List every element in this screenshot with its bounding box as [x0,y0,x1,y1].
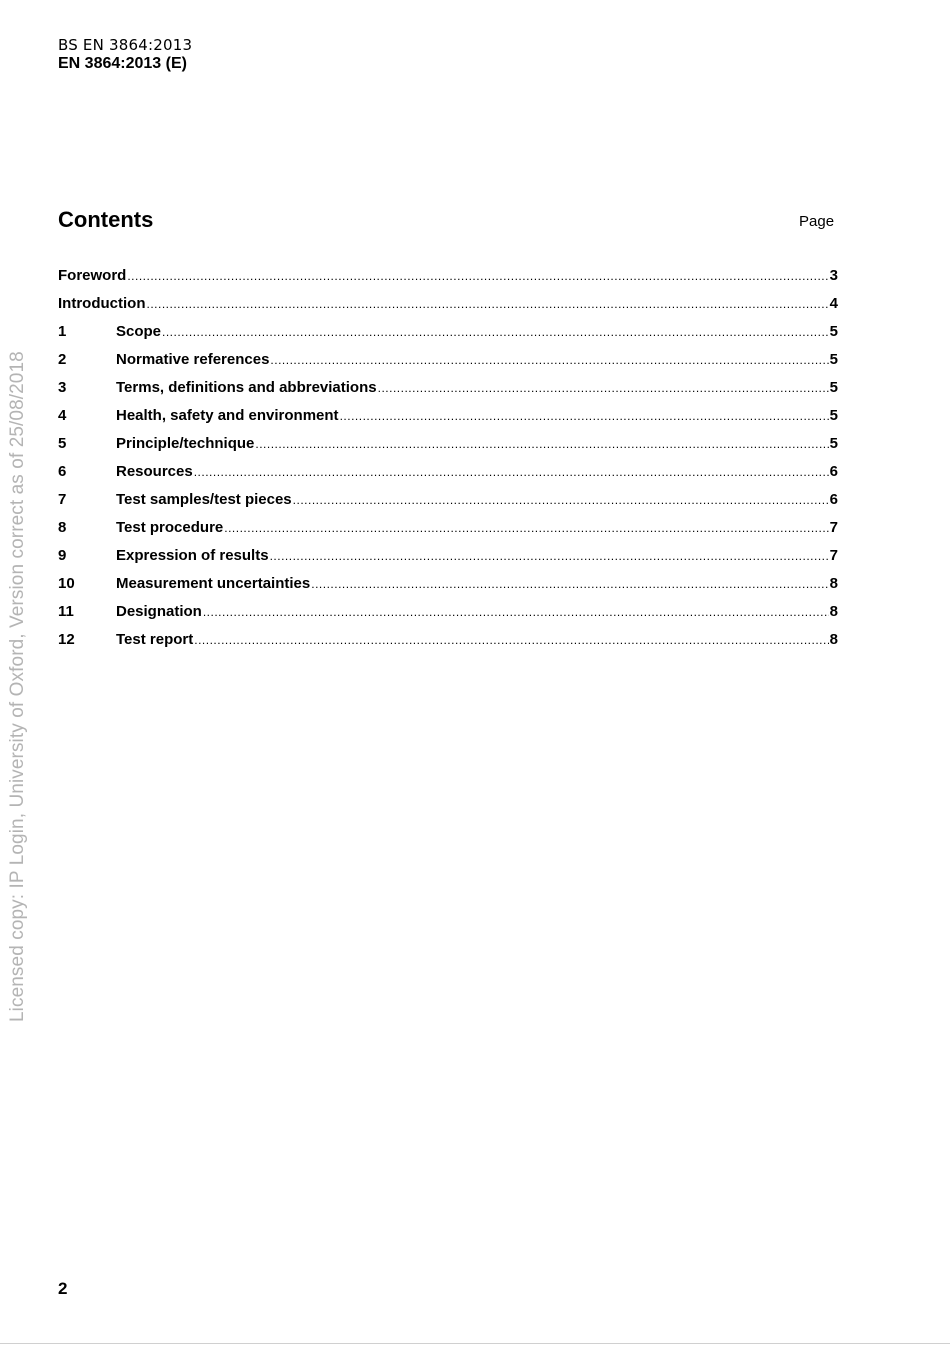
toc-entry-resources[interactable] [58,460,838,488]
toc-leader-dots [224,516,828,540]
standard-bs-number: BS EN 3864:2013 [58,36,193,54]
toc-entry-title: Scope [116,323,162,340]
toc-entry-title: Designation [116,603,202,620]
toc-entry-page: 6 [829,463,838,480]
page-number: 2 [58,1279,68,1298]
page-column-label: Page [799,213,835,230]
toc-entry-scope[interactable] [58,320,838,348]
toc-entry-page: 5 [829,351,838,368]
toc-leader-dots [146,292,828,316]
toc-entry-title: Test report [116,631,194,648]
toc-entry-title: Test procedure [116,519,224,536]
toc-entry-page: 5 [829,435,838,452]
toc-leader-dots [194,460,829,484]
toc-entry-number: 6 [58,463,67,480]
toc-entry-measurement-uncertainties[interactable] [58,572,838,600]
toc-leader-dots [340,404,829,428]
table-of-contents [58,264,838,656]
contents-heading: Contents [58,207,154,232]
toc-entry-number: 11 [58,603,74,620]
toc-entry-title: Measurement uncertainties [116,575,311,592]
toc-entry-number: 4 [58,407,67,424]
standard-en-number: EN 3864:2013 (E) [58,55,187,72]
toc-leader-dots [378,376,829,400]
toc-entry-expression-of-results[interactable] [58,544,838,572]
toc-entry-title: Introduction [58,295,146,312]
toc-leader-dots [203,600,829,624]
toc-entry-foreword[interactable] [58,264,838,292]
toc-leader-dots [162,320,829,344]
toc-entry-number: 5 [58,435,67,452]
toc-leader-dots [270,348,828,372]
toc-leader-dots [311,572,828,596]
toc-entry-page: 5 [829,407,838,424]
toc-leader-dots [293,488,829,512]
toc-entry-health-safety[interactable] [58,404,838,432]
toc-entry-title: Health, safety and environment [116,407,339,424]
toc-entry-page: 6 [829,491,838,508]
toc-entry-title: Terms, definitions and abbreviations [116,379,377,396]
toc-entry-page: 8 [829,631,838,648]
toc-entry-test-procedure[interactable] [58,516,838,544]
toc-leader-dots [270,544,829,568]
toc-entry-title: Foreword [58,267,127,284]
toc-entry-title: Principle/technique [116,435,255,452]
license-watermark: Licensed copy: IP Login, University of Oxford, Version correct as of 25/08/2018 [7,351,28,1022]
toc-entry-designation[interactable] [58,600,838,628]
toc-entry-test-samples[interactable] [58,488,838,516]
toc-leader-dots [127,264,828,288]
toc-entry-introduction[interactable] [58,292,838,320]
toc-entry-terms-definitions[interactable] [58,376,838,404]
toc-entry-page: 4 [829,295,838,312]
toc-entry-number: 8 [58,519,67,536]
toc-entry-page: 8 [829,575,838,592]
toc-entry-number: 9 [58,547,67,564]
toc-entry-number: 12 [58,631,75,648]
toc-entry-page: 7 [829,519,838,536]
toc-entry-page: 7 [829,547,838,564]
toc-entry-number: 2 [58,351,67,368]
toc-entry-title: Resources [116,463,193,480]
toc-entry-principle-technique[interactable] [58,432,838,460]
toc-entry-page: 3 [829,267,838,284]
toc-entry-title: Test samples/test pieces [116,491,292,508]
toc-leader-dots [255,432,828,456]
toc-entry-number: 10 [58,575,75,592]
toc-entry-page: 5 [829,379,838,396]
toc-entry-normative-references[interactable] [58,348,838,376]
toc-entry-page: 8 [829,603,838,620]
toc-entry-title: Normative references [116,351,270,368]
toc-entry-test-report[interactable] [58,628,838,656]
toc-leader-dots [194,628,828,652]
toc-entry-number: 7 [58,491,67,508]
toc-entry-number: 1 [58,323,67,340]
toc-entry-page: 5 [829,323,838,340]
toc-entry-title: Expression of results [116,547,269,564]
toc-entry-number: 3 [58,379,67,396]
